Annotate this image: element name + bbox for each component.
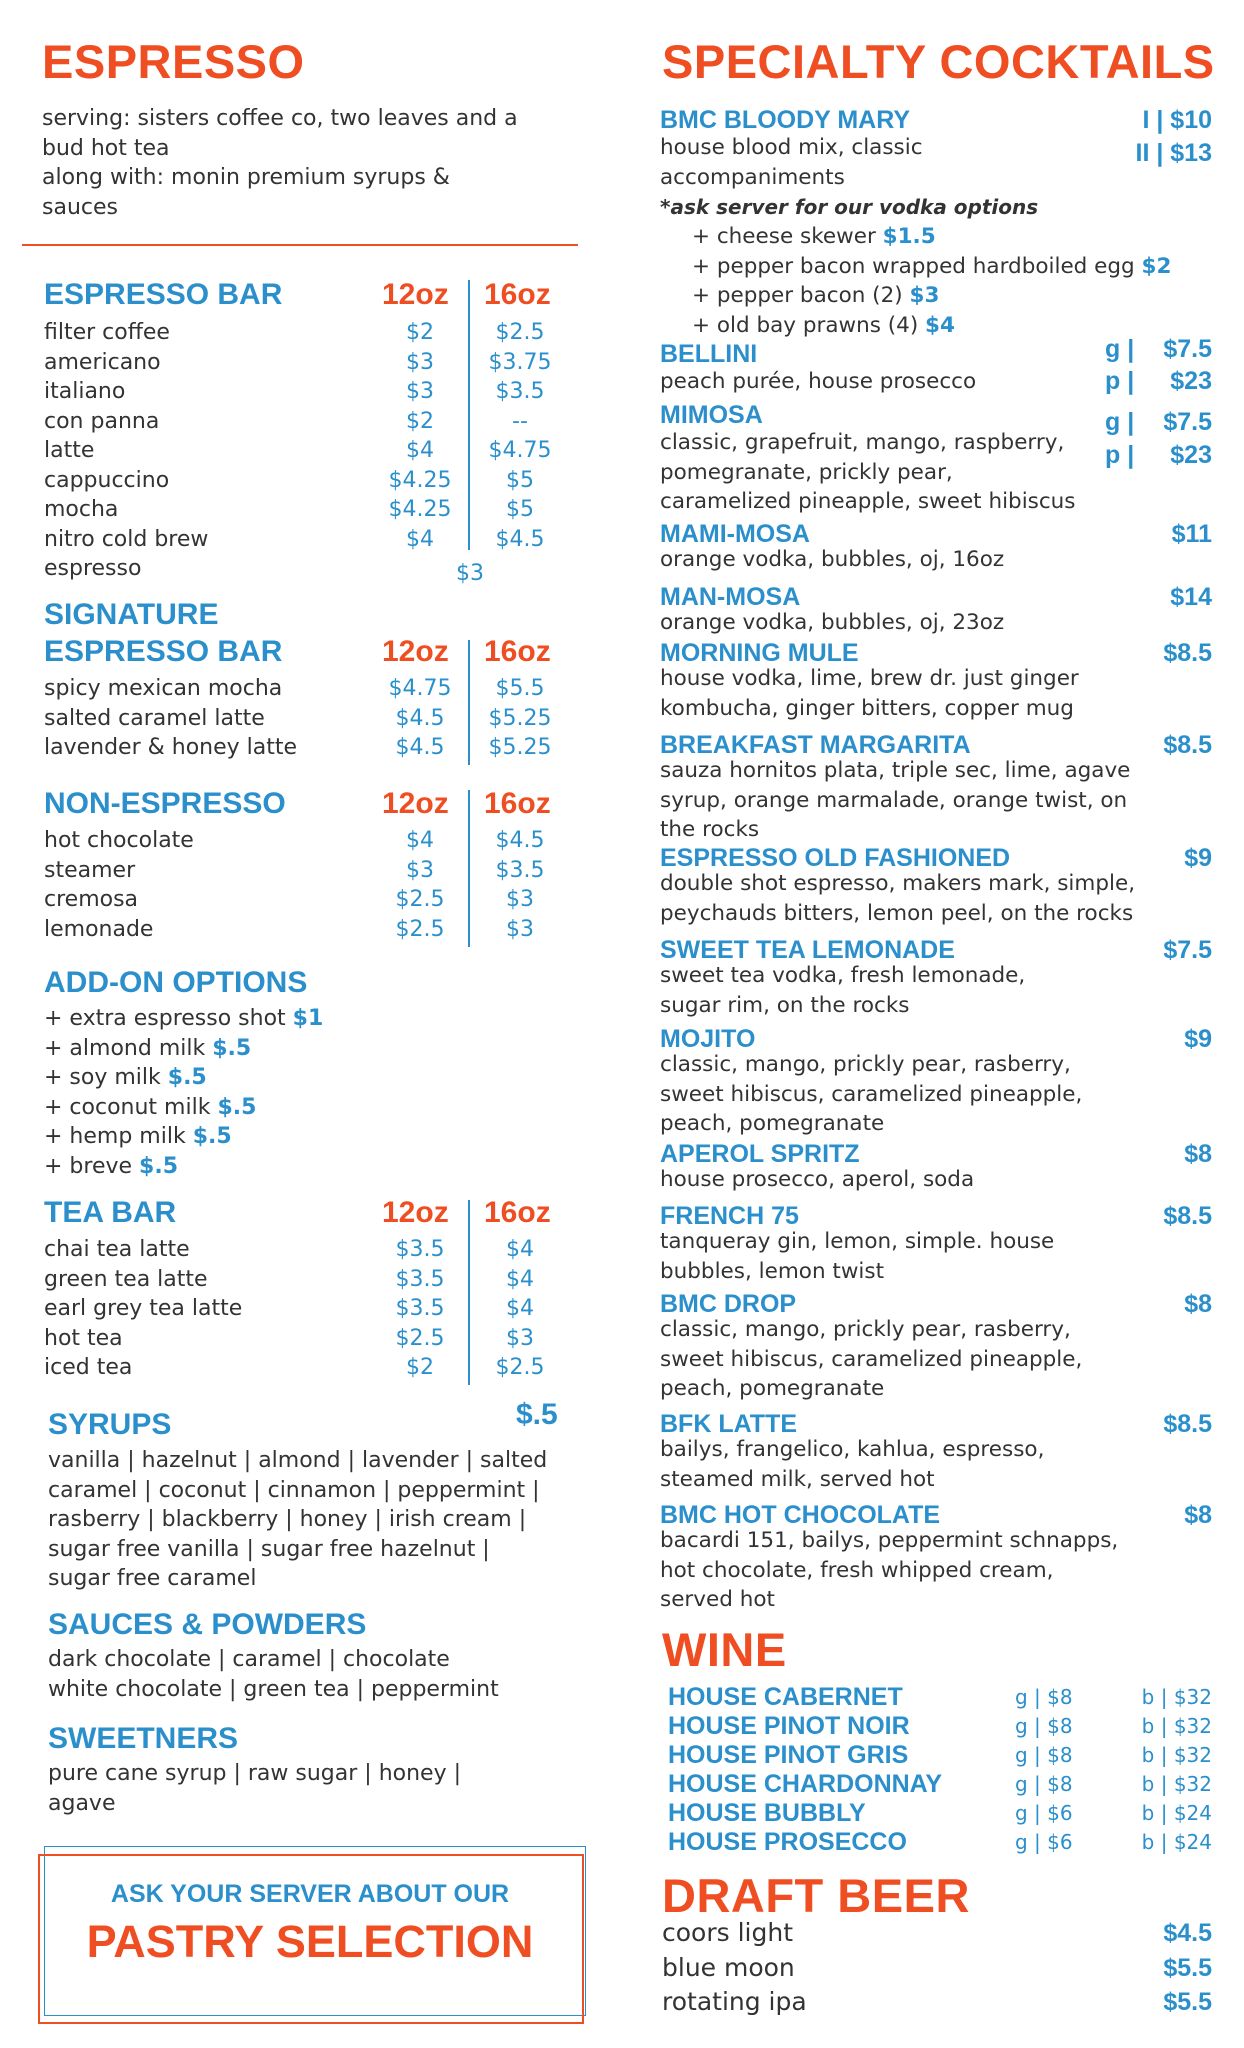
- menu-item-name: italiano: [44, 379, 126, 404]
- wine-name: HOUSE PINOT GRIS: [668, 1741, 909, 1769]
- syrups-line: rasberry | blackberry | honey | irish cream |: [48, 1507, 527, 1532]
- syrups-price: $.5: [516, 1398, 558, 1431]
- menu-item-name: earl grey tea latte: [44, 1296, 243, 1321]
- cocktail-desc-line: orange vodka, bubbles, oj, 16oz: [660, 547, 1005, 572]
- beer-name: coors light: [662, 1918, 793, 1947]
- add-on-item: [44, 1122, 232, 1152]
- sauces-list: [48, 1645, 499, 1704]
- cocktail-desc-line: tanqueray gin, lemon, simple. house: [660, 1229, 1055, 1254]
- price-16oz: $5: [506, 467, 534, 493]
- menu-item-name: lavender & honey latte: [44, 735, 298, 760]
- cocktail-desc-line: peach purée, house prosecco: [660, 369, 977, 394]
- cocktail-price: $7.5: [1163, 936, 1212, 964]
- wine-glass-price: g | $8: [1015, 1772, 1073, 1796]
- cocktail-price: $8.5: [1163, 639, 1212, 667]
- cocktail-desc-line: caramelized pineapple, sweet hibiscus: [660, 489, 1076, 514]
- syrups-list: [48, 1446, 547, 1594]
- wine-name: HOUSE BUBBLY: [668, 1799, 866, 1827]
- column-divider: [468, 640, 470, 765]
- price-16oz: $5.5: [495, 676, 545, 701]
- cocktail-name: MORNING MULE: [660, 639, 859, 667]
- wine-bottle-price: b | $24: [1141, 1801, 1212, 1825]
- add-on-name: + hemp milk: [44, 1124, 186, 1149]
- price-16oz: $4.5: [495, 828, 545, 853]
- cocktail-desc-line: peach, pomegranate: [660, 1111, 885, 1136]
- cocktail-desc-line: peychauds bitters, lemon peel, on the rocks: [660, 900, 1134, 926]
- cocktail-desc: [660, 133, 923, 192]
- espresso-title: ESPRESSO: [42, 35, 305, 88]
- price-12oz: $2: [406, 320, 434, 345]
- cocktail-name: BMC DROP: [660, 1290, 797, 1318]
- cocktail-price: $9: [1184, 1025, 1212, 1053]
- price-16oz: $2.5: [495, 1355, 545, 1380]
- extra-price: $3: [909, 283, 940, 308]
- espresso-item-price: $3: [456, 561, 484, 586]
- extra-name: + pepper bacon wrapped hardboiled egg: [692, 253, 1135, 279]
- glass-label: g |: [1105, 408, 1135, 436]
- cocktail-price: $14: [1170, 583, 1212, 611]
- cocktail-desc: [660, 608, 1004, 638]
- cocktail-price: $8.5: [1163, 731, 1212, 759]
- cocktail-desc-line: steamed milk, served hot: [660, 1466, 935, 1492]
- add-on-name: + extra espresso shot: [44, 1006, 286, 1031]
- size-16oz-header: 16oz: [484, 787, 551, 820]
- price-12oz: $3.5: [395, 1266, 445, 1292]
- cocktail-desc-line: sweet tea vodka, fresh lemonade,: [660, 963, 1026, 988]
- bloody-extra-item: [692, 311, 955, 341]
- price-12oz: $4.25: [388, 467, 452, 493]
- extra-price: $4: [925, 312, 955, 338]
- cocktail-name: BFK LATTE: [660, 1410, 798, 1438]
- menu-item-name: green tea latte: [44, 1266, 208, 1292]
- beer-name: blue moon: [662, 1952, 795, 1982]
- sweetners-list: [48, 1759, 461, 1818]
- menu-item-name: filter coffee: [44, 320, 170, 345]
- price-16oz: $3: [506, 1325, 534, 1351]
- price-12oz: $3: [406, 349, 434, 375]
- cocktail-desc-line: classic, mango, prickly pear, rasberry,: [660, 1317, 1071, 1342]
- wine-glass-price: g | $8: [1015, 1714, 1073, 1738]
- cocktail-desc-line: house blood mix, classic: [660, 135, 923, 160]
- price-12oz: $3: [406, 857, 434, 883]
- beer-title: DRAFT BEER: [662, 1869, 970, 1922]
- cocktail-desc: [660, 1227, 1054, 1286]
- cocktail-desc-line: sugar rim, on the rocks: [660, 992, 910, 1018]
- serving-line: sauces: [42, 194, 118, 220]
- beer-price: $5.5: [1163, 1953, 1212, 1982]
- sweetners-title: SWEETNERS: [48, 1722, 239, 1755]
- espresso-item-name: espresso: [44, 556, 142, 581]
- espresso-bar-title: ESPRESSO BAR: [44, 278, 283, 311]
- cocktail-desc: [660, 869, 1135, 928]
- beer-price: $5.5: [1163, 1988, 1212, 2016]
- beer-price: $4.5: [1163, 1919, 1212, 1947]
- price-12oz: $4.5: [395, 705, 445, 731]
- wine-bottle-price: b | $32: [1141, 1743, 1212, 1767]
- price-16oz: $4.75: [488, 438, 552, 463]
- wine-glass-price: g | $8: [1015, 1685, 1073, 1709]
- cocktail-desc: [660, 664, 1079, 723]
- syrups-title: SYRUPS: [48, 1408, 172, 1441]
- add-on-item: [44, 1093, 256, 1123]
- menu-item-name: chai tea latte: [44, 1237, 190, 1262]
- wine-bottle-price: b | $32: [1141, 1685, 1212, 1709]
- vodka-note: *ask server for our vodka options: [660, 195, 1039, 219]
- add-on-price: $.5: [217, 1094, 257, 1120]
- size-12oz-header: 12oz: [382, 278, 449, 311]
- glass-label: g |: [1105, 335, 1135, 363]
- cocktail-price: $8: [1184, 1501, 1212, 1529]
- extra-name: + cheese skewer: [692, 224, 876, 249]
- cocktail-desc-line: syrup, orange marmalade, orange twist, on: [660, 787, 1128, 813]
- wine-name: HOUSE PROSECCO: [668, 1828, 907, 1856]
- add-on-price: $.5: [139, 1153, 179, 1179]
- pitcher-label: p |: [1105, 441, 1135, 469]
- price-16oz: $2.5: [495, 320, 545, 345]
- price-16oz: $5.25: [488, 705, 552, 731]
- size-16oz-header: 16oz: [484, 1196, 551, 1229]
- add-on-price: $.5: [212, 1035, 252, 1061]
- signature-title-line1: SIGNATURE: [44, 598, 219, 631]
- cocktail-desc-line: orange vodka, bubbles, oj, 23oz: [660, 610, 1005, 635]
- serving-info: [42, 104, 518, 222]
- add-on-item: [44, 1034, 251, 1064]
- cocktail-desc: [660, 1050, 1082, 1139]
- column-divider: [468, 790, 470, 947]
- price-12oz: $4: [406, 526, 434, 552]
- add-on-item: [44, 1152, 178, 1182]
- extra-name: + old bay prawns (4): [692, 312, 919, 338]
- cocktail-desc-line: pomegranate, prickly pear,: [660, 459, 953, 485]
- wine-bottle-price: b | $32: [1141, 1714, 1212, 1738]
- glass-price: $7.5: [1163, 408, 1212, 436]
- syrups-line: sugar free caramel: [48, 1566, 257, 1591]
- price-12oz: $2.5: [395, 916, 445, 942]
- price-12oz: $3.5: [395, 1237, 445, 1262]
- menu-item-name: hot chocolate: [44, 828, 194, 853]
- price-12oz: $2: [406, 1355, 434, 1380]
- add-on-price: $.5: [192, 1124, 232, 1149]
- serving-line: bud hot tea: [42, 135, 170, 161]
- size-12oz-header: 12oz: [382, 635, 449, 668]
- cocktail-desc-line: kombucha, ginger bitters, copper mug: [660, 695, 1074, 721]
- cocktail-price: $9: [1184, 844, 1212, 872]
- cocktail-name: ESPRESSO OLD FASHIONED: [660, 844, 1011, 872]
- cocktail-name: BREAKFAST MARGARITA: [660, 731, 971, 759]
- menu-item-name: hot tea: [44, 1325, 123, 1351]
- cocktail-desc-line: the rocks: [660, 817, 760, 842]
- price-16oz: $3.5: [495, 857, 545, 883]
- size-12oz-header: 12oz: [382, 787, 449, 820]
- cocktail-desc-line: sweet hibiscus, caramelized pineapple,: [660, 1081, 1083, 1107]
- cocktail-price: $8.5: [1163, 1202, 1212, 1230]
- cocktail-desc-line: double shot espresso, makers mark, simple,: [660, 871, 1136, 896]
- wine-name: HOUSE CABERNET: [668, 1683, 903, 1711]
- serving-line: along with: monin premium syrups &: [42, 165, 450, 190]
- cocktail-desc: [660, 545, 1004, 575]
- price-16oz: $5: [506, 497, 534, 522]
- non-espresso-title: NON-ESPRESSO: [44, 787, 286, 820]
- tea-bar-title: TEA BAR: [44, 1196, 177, 1229]
- cocktail-desc: [660, 428, 1076, 517]
- wine-glass-price: g | $8: [1015, 1743, 1073, 1767]
- cocktail-desc-line: classic, mango, prickly pear, rasberry,: [660, 1052, 1071, 1077]
- add-on-name: + breve: [44, 1153, 133, 1179]
- cocktail-name: FRENCH 75: [660, 1202, 799, 1230]
- menu-item-name: steamer: [44, 857, 136, 883]
- cocktail-name: MIMOSA: [660, 401, 763, 429]
- bloody-extra-item: [692, 252, 1171, 282]
- sauces-line: dark chocolate | caramel | chocolate: [48, 1647, 450, 1672]
- price-12oz: $4.25: [388, 497, 452, 522]
- price-16oz: $3.5: [495, 379, 545, 404]
- size-12oz-header: 12oz: [382, 1196, 449, 1229]
- bloody-extra-item: [692, 281, 939, 311]
- price-12oz: $4.75: [388, 676, 452, 701]
- price-16oz: $3: [506, 916, 534, 942]
- column-divider: [468, 280, 470, 550]
- add-on-price: $1: [292, 1006, 324, 1031]
- cocktail-desc-line: bubbles, lemon twist: [660, 1258, 885, 1284]
- price-12oz: $2.5: [395, 1325, 445, 1351]
- price-12oz: $3.5: [395, 1296, 445, 1321]
- menu-item-name: nitro cold brew: [44, 526, 209, 552]
- wine-bottle-price: b | $24: [1141, 1830, 1212, 1854]
- wine-bottle-price: b | $32: [1141, 1772, 1212, 1796]
- menu-item-name: americano: [44, 349, 161, 375]
- menu-item-name: con panna: [44, 408, 160, 434]
- cocktail-name: MAMI-MOSA: [660, 520, 810, 548]
- cocktail-desc: [660, 1526, 1118, 1615]
- cocktail-price: $8.5: [1163, 1410, 1212, 1438]
- cocktail-desc: [660, 1315, 1082, 1404]
- extra-price: $1.5: [882, 224, 936, 249]
- price-16oz: $4.5: [495, 526, 545, 552]
- price-16oz: $5.25: [488, 735, 552, 760]
- cocktail-desc: [660, 756, 1130, 845]
- cocktail-desc-line: served hot: [660, 1587, 775, 1612]
- cocktail-name: BMC BLOODY MARY: [660, 106, 910, 134]
- cocktail-desc: [660, 1435, 1044, 1494]
- cocktail-desc-line: bacardi 151, bailys, peppermint schnapps,: [660, 1528, 1119, 1553]
- bloody-extra-item: [692, 222, 936, 252]
- wine-title: WINE: [662, 1623, 787, 1676]
- cocktail-name: MOJITO: [660, 1025, 756, 1053]
- sauces-line: white chocolate | green tea | peppermint: [48, 1676, 499, 1702]
- menu-item-name: salted caramel latte: [44, 705, 265, 731]
- sweetners-line: pure cane syrup | raw sugar | honey |: [48, 1761, 461, 1786]
- syrups-line: caramel | coconut | cinnamon | peppermint |: [48, 1477, 540, 1503]
- size-16oz-header: 16oz: [484, 635, 551, 668]
- beer-name: rotating ipa: [662, 1987, 807, 2016]
- price-16oz: $3: [506, 887, 534, 912]
- glass-price: $7.5: [1163, 335, 1212, 363]
- wine-glass-price: g | $6: [1015, 1801, 1073, 1825]
- price-12oz: $4: [406, 438, 434, 463]
- price-16oz: $4: [506, 1266, 534, 1292]
- cocktail-price: $11: [1171, 520, 1212, 548]
- pitcher-label: p |: [1105, 367, 1135, 395]
- cocktail-name: APEROL SPRITZ: [660, 1140, 860, 1168]
- sweetners-line: agave: [48, 1790, 116, 1816]
- menu-item-name: iced tea: [44, 1355, 133, 1380]
- cocktail-price: II | $13: [1135, 139, 1212, 167]
- price-16oz: --: [512, 408, 528, 434]
- pastry-line1: ASK YOUR SERVER ABOUT OUR: [110, 1880, 510, 1908]
- add-on-price: $.5: [167, 1065, 207, 1090]
- cocktail-desc-line: house vodka, lime, brew dr. just ginger: [660, 666, 1079, 691]
- add-on-item: [44, 1063, 207, 1093]
- syrups-line: sugar free vanilla | sugar free hazelnut |: [48, 1536, 490, 1562]
- add-on-title: ADD-ON OPTIONS: [44, 966, 308, 999]
- menu-item-name: cappuccino: [44, 467, 170, 493]
- signature-title-line2: ESPRESSO BAR: [44, 635, 283, 668]
- price-12oz: $4: [406, 828, 434, 853]
- add-on-item: [44, 1004, 323, 1034]
- cocktail-name: BELLINI: [660, 340, 758, 368]
- wine-name: HOUSE PINOT NOIR: [668, 1712, 910, 1740]
- syrups-line: vanilla | hazelnut | almond | lavender | salted: [48, 1448, 548, 1473]
- cocktail-desc-line: classic, grapefruit, mango, raspberry,: [660, 430, 1065, 455]
- size-16oz-header: 16oz: [484, 278, 551, 311]
- section-divider: [22, 244, 578, 246]
- cocktail-desc-line: accompaniments: [660, 164, 845, 190]
- add-on-name: + soy milk: [44, 1065, 161, 1090]
- price-16oz: $4: [506, 1237, 534, 1262]
- add-on-name: + coconut milk: [44, 1094, 211, 1120]
- price-12oz: $3: [406, 379, 434, 404]
- price-12oz: $2: [406, 408, 434, 434]
- pitcher-price: $23: [1170, 441, 1212, 469]
- cocktail-name: SWEET TEA LEMONADE: [660, 936, 955, 964]
- cocktail-name: MAN-MOSA: [660, 583, 801, 611]
- cocktail-desc: [660, 1165, 974, 1195]
- pastry-line2: PASTRY SELECTION: [86, 1916, 534, 1967]
- menu-item-name: lemonade: [44, 916, 154, 942]
- cocktail-desc-line: peach, pomegranate: [660, 1376, 885, 1401]
- cocktail-price: $8: [1184, 1290, 1212, 1318]
- cocktail-desc-line: sweet hibiscus, caramelized pineapple,: [660, 1346, 1083, 1372]
- add-on-name: + almond milk: [44, 1035, 206, 1061]
- extra-name: + pepper bacon (2): [692, 283, 903, 308]
- menu-item-name: spicy mexican mocha: [44, 676, 283, 701]
- price-12oz: $4.5: [395, 735, 445, 760]
- menu-item-name: cremosa: [44, 887, 139, 912]
- price-16oz: $3.75: [488, 349, 552, 375]
- price-12oz: $2.5: [395, 887, 445, 912]
- cocktail-price: I | $10: [1142, 106, 1212, 134]
- cocktail-desc-line: hot chocolate, fresh whipped cream,: [660, 1557, 1054, 1583]
- extra-price: $2: [1141, 253, 1172, 279]
- column-divider: [468, 1200, 470, 1385]
- cocktails-title: SPECIALTY COCKTAILS: [662, 35, 1215, 88]
- menu-item-name: latte: [44, 438, 95, 463]
- cocktail-price: $8: [1184, 1140, 1212, 1168]
- sauces-title: SAUCES & POWDERS: [48, 1608, 367, 1641]
- serving-line: serving: sisters coffee co, two leaves and a: [42, 106, 518, 131]
- wine-name: HOUSE CHARDONNAY: [668, 1770, 943, 1798]
- pitcher-price: $23: [1170, 367, 1212, 395]
- cocktail-desc: [660, 961, 1025, 1020]
- cocktail-desc-line: sauza hornitos plata, triple sec, lime, agave: [660, 758, 1131, 783]
- menu-item-name: mocha: [44, 497, 119, 522]
- wine-glass-price: g | $6: [1015, 1830, 1073, 1854]
- cocktail-name: BMC HOT CHOCOLATE: [660, 1501, 941, 1529]
- cocktail-desc-line: bailys, frangelico, kahlua, espresso,: [660, 1437, 1045, 1462]
- cocktail-desc-line: house prosecco, aperol, soda: [660, 1167, 975, 1192]
- price-16oz: $4: [506, 1296, 534, 1321]
